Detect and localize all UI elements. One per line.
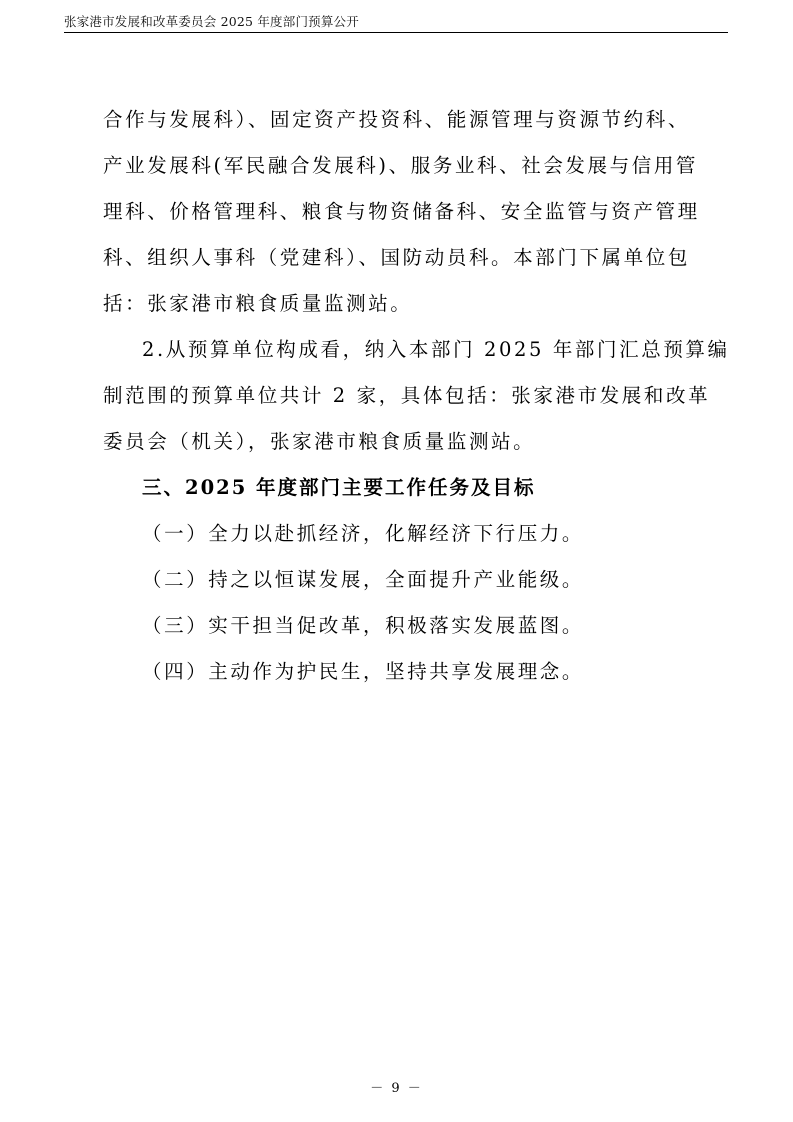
task-item-3: （三）实干担当促改革，积极落实发展蓝图。 <box>142 614 585 637</box>
paragraph-1-line-4: 科、组织人事科（党建科）、国防动员科。本部门下属单位包 <box>103 246 690 269</box>
paragraph-1-line-1: 合作与发展科）、固定资产投资科、能源管理与资源节约科、 <box>103 108 690 131</box>
paragraph-1-line-3: 理科、价格管理科、粮食与物资储备科、安全监管与资产管理 <box>103 200 700 223</box>
header-title: 张家港市发展和改革委员会 2025 年度部门预算公开 <box>64 14 359 29</box>
paragraph-2-line-1: 2.从预算单位构成看，纳入本部门 2025 年部门汇总预算编 <box>142 338 730 361</box>
task-item-1: （一）全力以赴抓经济，化解经济下行压力。 <box>142 522 585 545</box>
section-heading: 三、2025 年度部门主要工作任务及目标 <box>142 476 536 499</box>
document-body <box>103 97 730 695</box>
paragraph-2-line-3: 委员会（机关），张家港市粮食质量监测站。 <box>103 430 536 453</box>
task-item-4: （四）主动作为护民生，坚持共享发展理念。 <box>142 660 585 683</box>
paragraph-1-line-2: 产业发展科(军民融合发展科)、服务业科、社会发展与信用管 <box>103 154 699 177</box>
page-number: － 9 － <box>370 1081 423 1096</box>
page-header <box>64 10 728 33</box>
paragraph-1-line-5: 括：张家港市粮食质量监测站。 <box>103 292 413 315</box>
task-item-2: （二）持之以恒谋发展，全面提升产业能级。 <box>142 568 585 591</box>
paragraph-2-line-2: 制范围的预算单位共计 2 家，具体包括：张家港市发展和改革 <box>103 384 711 407</box>
